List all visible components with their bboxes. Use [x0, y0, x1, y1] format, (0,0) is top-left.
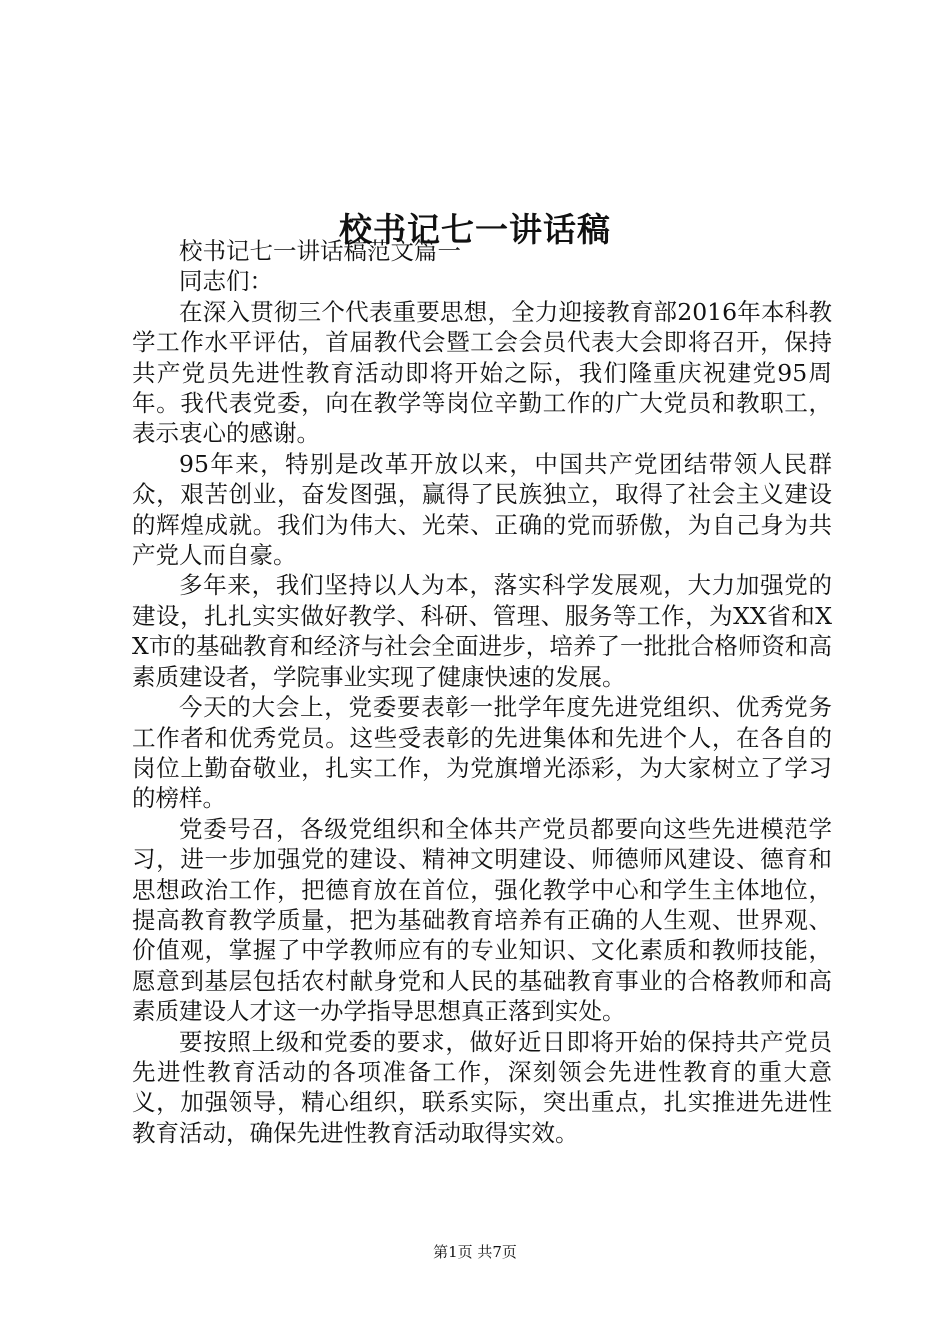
document-body — [132, 236, 832, 1148]
body-paragraph: 今天的大会上，党委要表彰一批学年度先进党组织、优秀党务工作者和优秀党员。这些受表彰的先进集体和先进个人，在各自的岗位上勤奋敬业，扎实工作，为党旗增光添彩，为大家树立了学习的榜样。 — [132, 693, 832, 813]
body-paragraph: 要按照上级和党委的要求，做好近日即将开始的保持共产党员先进性教育活动的各项准备工作，深刻领会先进性教育的重大意义，加强领导，精心组织，联系实际，突出重点，扎实推进先进性教育活动，确保先进性教育活动取得实效。 — [132, 1027, 832, 1147]
body-paragraph: 在深入贯彻三个代表重要思想，全力迎接教育部2016年本科教学工作水平评估，首届教代会暨工会会员代表大会即将召开，保持共产党员先进性教育活动即将开始之际，我们隆重庆祝建党95周年。我代表党委，向在教学等岗位辛勤工作的广大党员和教职工，表示衷心的感谢。 — [132, 297, 832, 448]
salutation-paragraph: 同志们： — [179, 267, 273, 296]
body-paragraph: 95年来，特别是改革开放以来，中国共产党团结带领人民群众，艰苦创业，奋发图强，赢得了民族独立，取得了社会主义建设的辉煌成就。我们为伟大、光荣、正确的党而骄傲，为自己身为共产党人而自豪。 — [132, 449, 832, 570]
subtitle-paragraph: 校书记七一讲话稿范文篇一 — [179, 237, 461, 265]
page-indicator: 第1页 共7页 — [433, 1243, 517, 1261]
body-paragraph: 多年来，我们坚持以人为本，落实科学发展观，大力加强党的建设，扎扎实实做好教学、科研、管理、服务等工作，为XX省和XX市的基础教育和经济与社会全面进步，培养了一批批合格师资和高素质建设者，学院事业实现了健康快速的发展。 — [132, 571, 832, 691]
page-title: 校书记七一讲话稿 — [339, 210, 611, 250]
body-paragraph: 党委号召，各级党组织和全体共产党员都要向这些先进模范学习，进一步加强党的建设、精神文明建设、师德师风建设、德育和思想政治工作，把德育放在首位，强化教学中心和学生主体地位，提高教育教学质量，把为基础教育培养有正确的人生观、世界观、价值观，掌握了中学教师应有的专业知识、文化素质和教师技能，愿意到基层包括农村献身党和人民的基础教育事业的合格教师和高素质建设人才这一办学指导思想真正落到实处。 — [132, 814, 832, 1026]
page-footer — [0, 1240, 950, 1264]
